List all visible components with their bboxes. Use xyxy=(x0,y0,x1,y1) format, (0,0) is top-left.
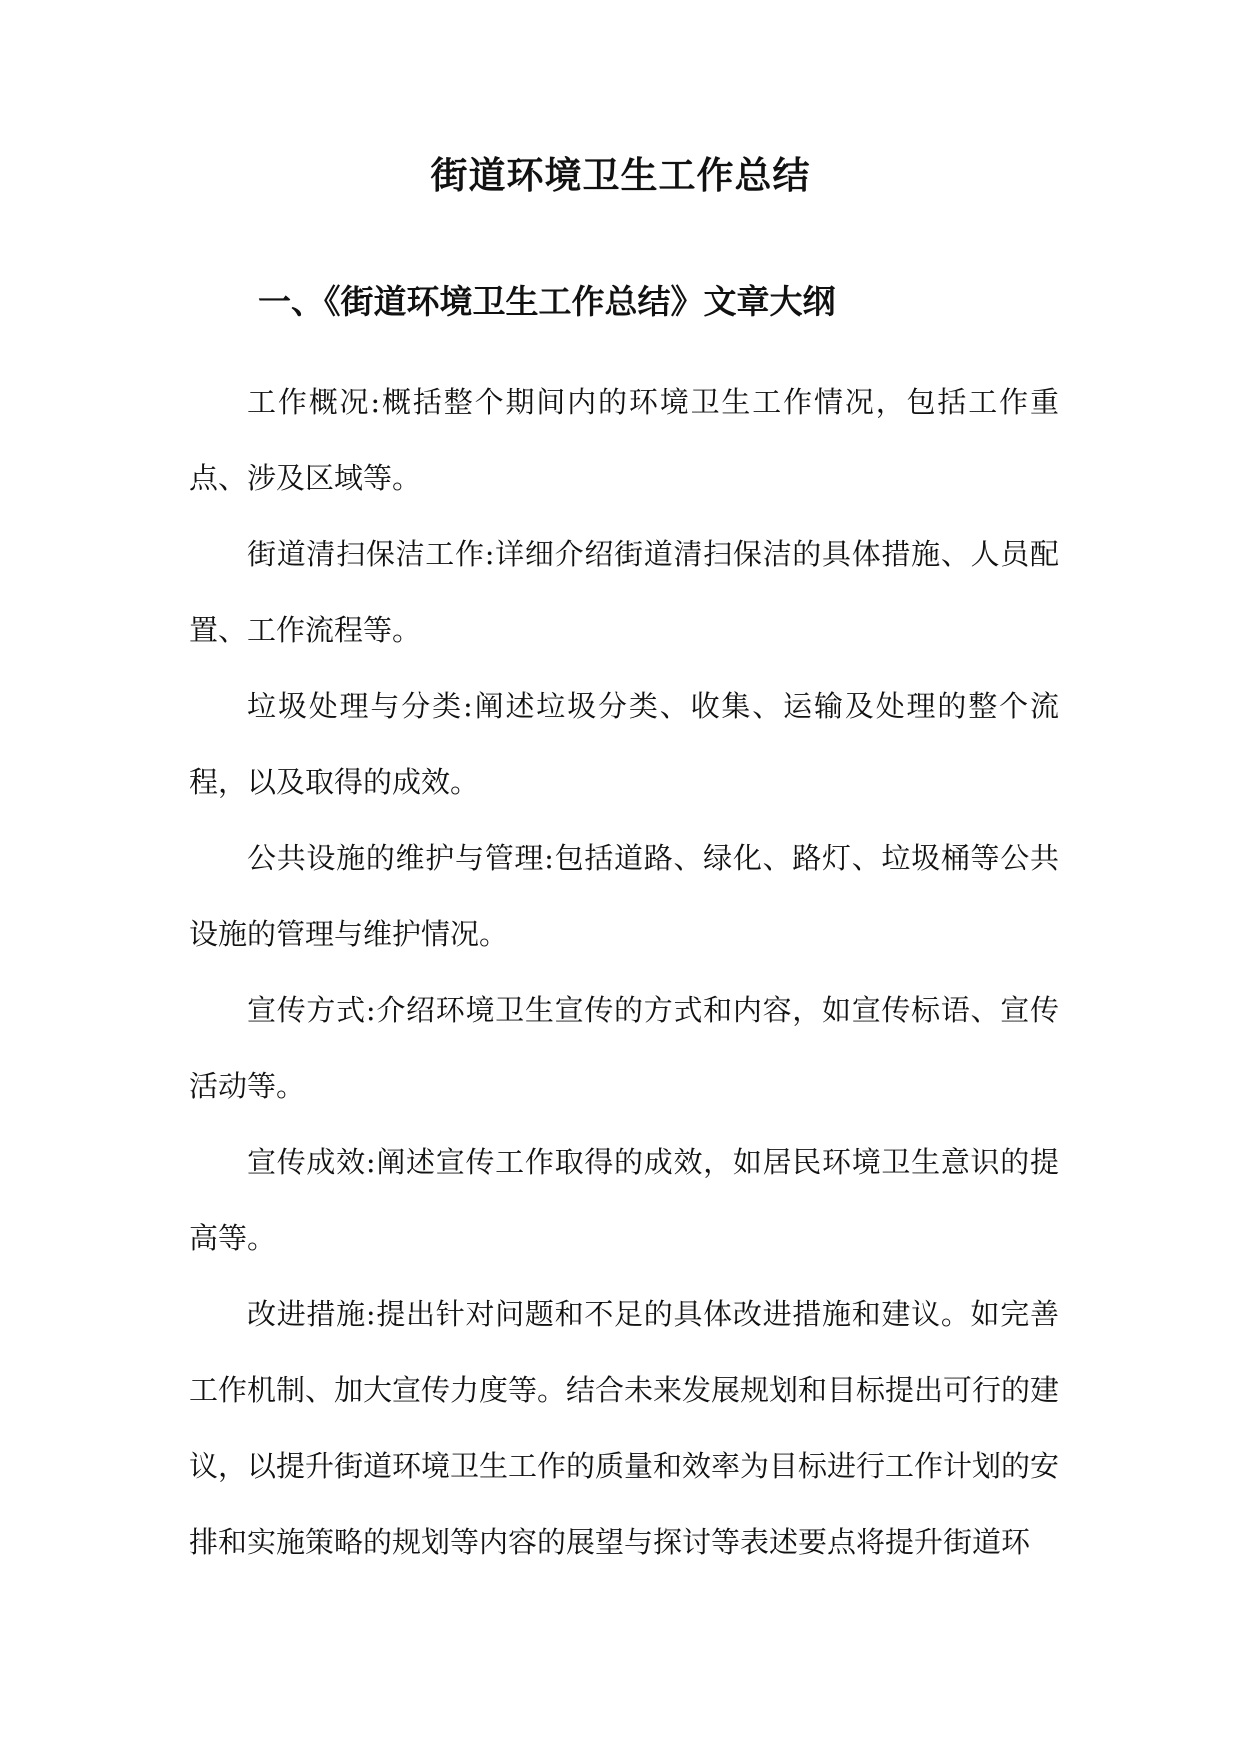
paragraph-text: 介绍环境卫生宣传的方式和内容，如宣传标语、宣传活动等。 xyxy=(189,993,1059,1103)
paragraph-text: 提出针对问题和不足的具体改进措施和建议。如完善工作机制、加大宣传力度等。结合未来发展规划和目标提出可行的建议，以提升街道环境卫生工作的质量和效率为目标进行工作计划的安排和实施策略的规划等内容的展望与探讨等表述要点将提升街道环 xyxy=(189,1297,1060,1559)
paragraph-lead: 工作概况: xyxy=(247,385,381,419)
document-title: 街道环境卫生工作总结 xyxy=(430,153,811,197)
paragraph-improvement-measures xyxy=(189,1276,1059,1580)
paragraph-street-cleaning xyxy=(189,516,1059,668)
paragraph-text: 概括整个期间内的环境卫生工作情况，包括工作重点、涉及区域等。 xyxy=(189,385,1059,495)
paragraph-public-facilities xyxy=(189,820,1059,972)
paragraph-text: 阐述宣传工作取得的成效，如居民环境卫生意识的提高等。 xyxy=(189,1145,1059,1255)
paragraph-garbage-handling xyxy=(189,668,1059,820)
paragraph-publicity-results xyxy=(189,1124,1059,1276)
paragraph-text: 详细介绍街道清扫保洁的具体措施、人员配置、工作流程等。 xyxy=(189,537,1059,647)
paragraph-lead: 垃圾处理与分类: xyxy=(247,689,473,723)
section-heading: 一、《街道环境卫生工作总结》文章大纲 xyxy=(258,282,836,321)
document-body xyxy=(189,364,1059,1580)
paragraph-lead: 宣传成效: xyxy=(247,1145,376,1179)
paragraph-lead: 公共设施的维护与管理: xyxy=(247,841,554,875)
paragraph-lead: 街道清扫保洁工作: xyxy=(247,537,495,571)
paragraph-lead: 宣传方式: xyxy=(247,993,376,1027)
paragraph-text: 阐述垃圾分类、收集、运输及处理的整个流程，以及取得的成效。 xyxy=(189,689,1059,799)
paragraph-work-overview xyxy=(189,364,1059,516)
paragraph-text: 包括道路、绿化、路灯、垃圾桶等公共设施的管理与维护情况。 xyxy=(189,841,1059,951)
paragraph-lead: 改进措施: xyxy=(247,1297,376,1331)
paragraph-publicity-methods xyxy=(189,972,1059,1124)
